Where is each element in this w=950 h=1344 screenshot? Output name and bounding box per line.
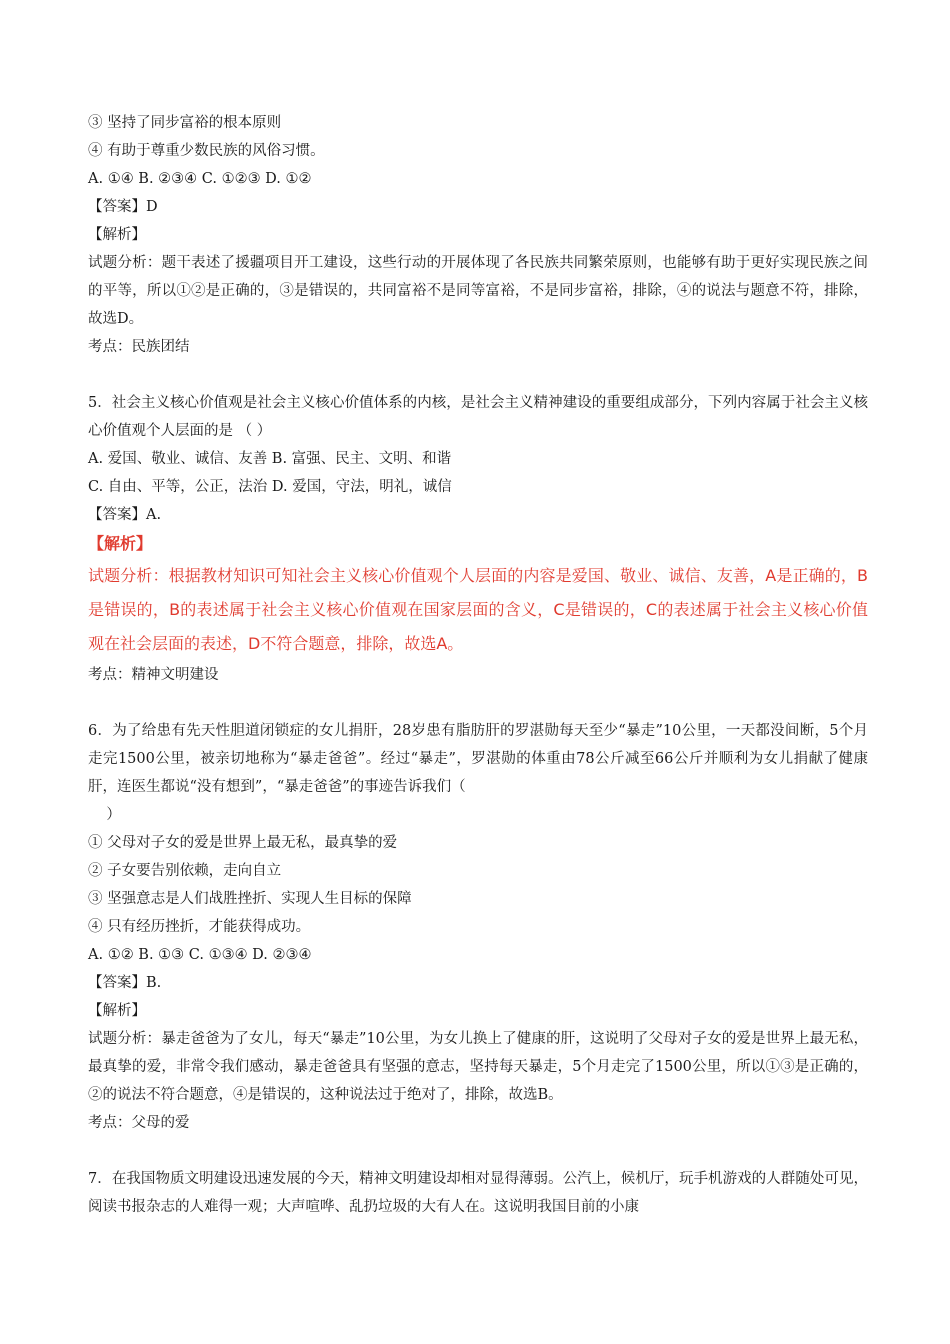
q6-option-2: ② 子女要告别依赖，走向自立 [88, 863, 282, 879]
q6-stem: 6．为了给患有先天性胆道闭锁症的女儿捐肝，28岁患有脂肪肝的罗湛勋每天至少“暴走”10公里，一天都没间断，5个月走完1500公里，被亲切地称为“暴走爸爸”。经过“暴走”，罗湛勋的体重由78公斤减至66公斤并顺利为女儿捐献了健康肝，连医生都说“没有想到”，“暴走爸爸”的事迹告诉我们（ [88, 723, 868, 795]
q4-answer: 【答案】D [88, 199, 158, 215]
q4-analysis-heading: 【解析】 [88, 227, 146, 243]
q6-answer: 【答案】B. [88, 975, 162, 991]
spacer [88, 361, 868, 389]
q5-kaodian: 考点：精神文明建设 [88, 667, 219, 683]
spacer [88, 689, 868, 717]
q5-answer: 【答案】A. [88, 507, 162, 523]
q6-kaodian: 考点：父母的爱 [88, 1115, 190, 1131]
spacer [88, 1137, 868, 1165]
q7-stem: 7．在我国物质文明建设迅速发展的今天，精神文明建设却相对显得薄弱。公汽上，候机厅，玩手机游戏的人群随处可见，阅读书报杂志的人难得一观；大声喧哗、乱扔垃圾的大有人在。这说明我国目前的小康 [88, 1171, 868, 1215]
q6-option-3: ③ 坚强意志是人们战胜挫折、实现人生目标的保障 [88, 891, 412, 907]
q6-option-4: ④ 只有经历挫折，才能获得成功。 [88, 919, 311, 935]
q5-choices-cd: C. 自由、平等，公正，法治 D. 爱国，守法，明礼，诚信 [88, 479, 452, 495]
q4-analysis-text: 试题分析：题干表述了援疆项目开工建设，这些行动的开展体现了各民族共同繁荣原则，也能够有助于更好实现民族之间的平等，所以①②是正确的，③是错误的，共同富裕不是同等富裕，不是同步富裕，排除，④的说法与题意不符，排除，故选D。 [88, 255, 868, 327]
q4-option-3: ③ 坚持了同步富裕的根本原则 [88, 115, 282, 131]
document-page [88, 109, 868, 1221]
q5-analysis-text: 试题分析：根据教材知识可知社会主义核心价值观个人层面的内容是爱国、敬业、诚信、友善，A是正确的，B是错误的，B的表述属于社会主义核心价值观在国家层面的含义，C是错误的，C的表述属于社会主义核心价值观在社会层面的表述，D不符合题意，排除，故选A。 [88, 566, 868, 653]
q4-choices: A. ①④ B. ②③④ C. ①②③ D. ①② [88, 171, 312, 187]
q5-analysis-heading: 【解析】 [88, 534, 153, 553]
q4-kaodian: 考点：民族团结 [88, 339, 190, 355]
q6-option-1: ① 父母对子女的爱是世界上最无私，最真挚的爱 [88, 835, 398, 851]
q6-choices: A. ①② B. ①③ C. ①③④ D. ②③④ [88, 947, 312, 963]
q6-analysis-text: 试题分析：暴走爸爸为了女儿，每天“暴走”10公里，为女儿换上了健康的肝，这说明了父母对子女的爱是世界上最无私，最真挚的爱，非常令我们感动，暴走爸爸具有坚强的意志，坚持每天暴走，5个月走完了1500公里，所以①③是正确的，②的说法不符合题意，④是错误的，这种说法过于绝对了，排除，故选B。 [88, 1031, 868, 1103]
q5-choices-ab: A. 爱国、敬业、诚信、友善 B. 富强、民主、文明、和谐 [88, 451, 452, 467]
q5-stem: 5．社会主义核心价值观是社会主义核心价值体系的内核，是社会主义精神建设的重要组成部分，下列内容属于社会主义核心价值观个人层面的是 （ ） [88, 395, 868, 439]
q6-analysis-heading: 【解析】 [88, 1003, 146, 1019]
q4-option-4: ④ 有助于尊重少数民族的风俗习惯。 [88, 143, 325, 159]
q6-stem-end: ） [88, 807, 121, 823]
